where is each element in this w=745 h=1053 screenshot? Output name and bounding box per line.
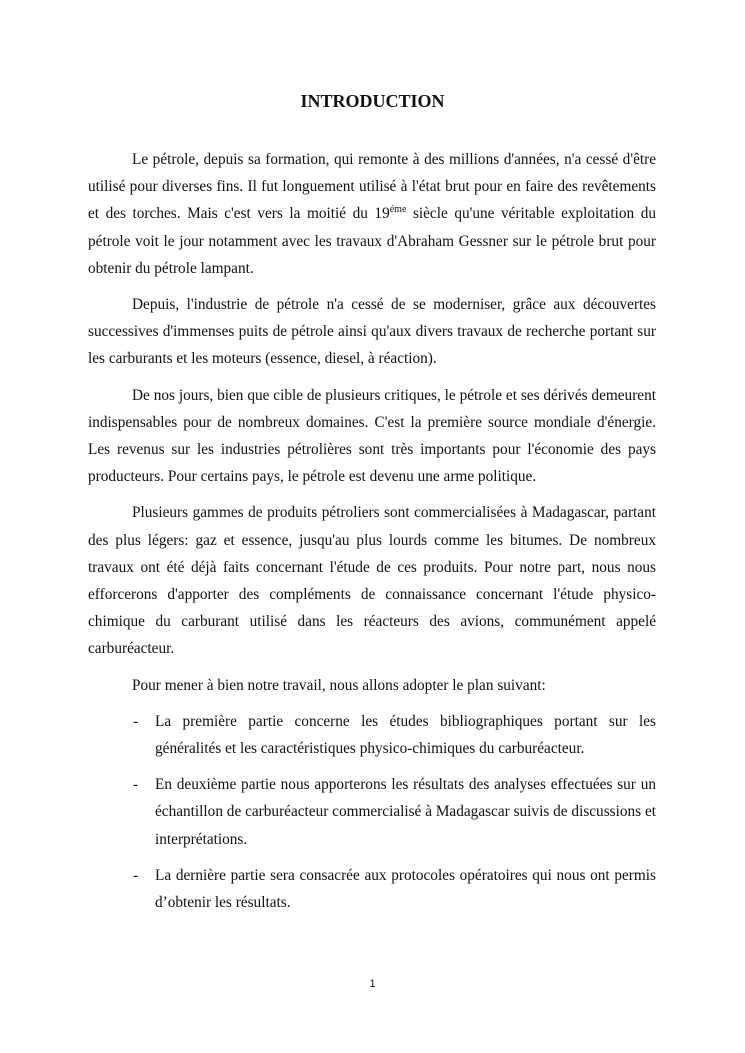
list-bullet: - [133, 866, 139, 884]
list-item [133, 862, 656, 916]
paragraph-1-text-end: siècle qu'une véritable exploitation du pétrole voit le jour notamment avec les travaux d'Abraham Gessner sur le pétrole brut pour obtenir du pétrole lampant. [88, 205, 656, 277]
page-title: INTRODUCTION [300, 91, 445, 111]
list-item-text: La première partie concerne les études bibliographiques portant sur les généralités et les caractéristiques physico-chimiques du carburéacteur. [155, 712, 656, 758]
superscript-ordinal: éme [389, 204, 407, 216]
list-bullet: - [133, 712, 139, 730]
list-item-text: La dernière partie sera consacrée aux protocoles opératoires qui nous ont permis d’obtenir les résultats. [155, 866, 656, 912]
list-item [133, 771, 656, 853]
list-bullet: - [133, 776, 139, 794]
paragraph-3: De nos jours, bien que cible de plusieurs critiques, le pétrole et ses dérivés demeurent indispensables pour de nombreux domaines. C'est la première source mondiale d'énergie. Les revenus sur les industries pétrolières sont très importants pour l'économie des pays producteurs. Pour certains pays, le pétrole est devenu une arme politique. [88, 386, 656, 486]
page-body [88, 146, 656, 916]
paragraph-2: Depuis, l'industrie de pétrole n'a cessé de se moderniser, grâce aux découvertes successives d'immenses puits de pétrole ainsi qu'aux divers travaux de recherche portant sur les carburants et les moteurs (essence, diesel, à réaction). [88, 296, 656, 368]
list-item [133, 708, 656, 762]
paragraph-1-text-start: Le pétrole, depuis sa formation, qui remonte à des millions d'années, n'a cessé d'être utilisé pour diverses fins. Il fut longuement utilisé à l'état brut pour en faire des revêtements et des torches. Mais c'est vers la moitié du 19 [88, 151, 656, 223]
paragraph-4: Plusieurs gammes de produits pétroliers sont commercialisées à Madagascar, partant des plus légers: gaz et essence, jusqu'au plus lourds comme les bitumes. De nombreux travaux ont été déjà faits concernant l'étude de ces produits. Pour notre part, nous nous efforcerons d'apporter des compléments de connaissance concernant l'étude physico-chimique du carburant utilisé dans les réacteurs des avions, communément appelé carburéacteur. [88, 504, 656, 658]
paragraph-1 [88, 146, 656, 282]
paragraph-5: Pour mener à bien notre travail, nous allons adopter le plan suivant: [132, 676, 546, 694]
page-number: 1 [369, 978, 376, 990]
list-item-text: En deuxième partie nous apporterons les résultats des analyses effectuées sur un échantillon de carburéacteur commercialisé à Madagascar suivis de discussions et interprétations. [155, 776, 656, 848]
